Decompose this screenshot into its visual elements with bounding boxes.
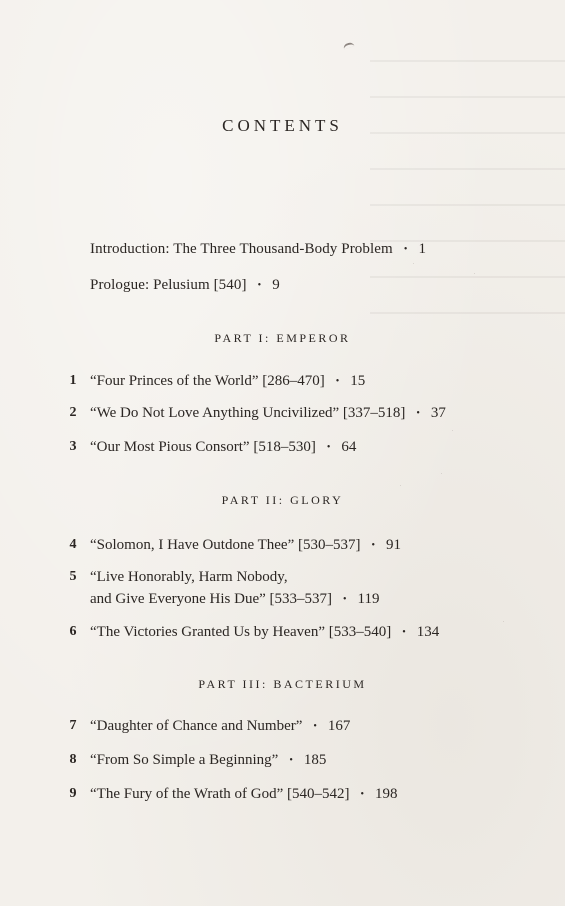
chapter-page: 119 xyxy=(357,591,380,607)
chapter-number: 6 xyxy=(69,624,77,639)
chapter-number: 4 xyxy=(69,537,77,552)
separator-bullet: • xyxy=(360,789,364,800)
paper-speck xyxy=(503,621,504,622)
show-through-text xyxy=(370,60,565,400)
chapter-page: 15 xyxy=(350,373,366,389)
paper-speck xyxy=(400,485,401,486)
chapter-title: “We Do Not Love Anything Uncivilized” [337–518] • 37 xyxy=(90,405,446,421)
contents-title: CONTENTS xyxy=(222,116,343,135)
part-heading: PART II: GLORY xyxy=(221,493,344,507)
separator-bullet: • xyxy=(343,594,347,605)
chapter-number: 9 xyxy=(69,786,77,801)
chapter-title: and Give Everyone His Due” [533–537] • 119 xyxy=(90,591,380,607)
chapter-page: 167 xyxy=(327,718,351,734)
chapter-title: “Solomon, I Have Outdone Thee” [530–537] • 91 xyxy=(90,537,401,553)
chapter-number: 5 xyxy=(69,569,77,584)
separator-bullet: • xyxy=(313,721,317,732)
chapter-title: “The Victories Granted Us by Heaven” [533–540] • 134 xyxy=(90,624,440,640)
separator-bullet: • xyxy=(257,280,262,291)
chapter-number: 8 xyxy=(69,752,77,767)
chapter-title: “Four Princes of the World” [286–470] • 15 xyxy=(90,373,366,389)
paper-mark xyxy=(342,41,354,49)
separator-bullet: • xyxy=(371,540,375,551)
introduction-title: Introduction: The Three Thousand-Body Problem xyxy=(90,241,393,257)
introduction-line xyxy=(90,241,426,258)
chapter-number: 3 xyxy=(69,439,77,454)
paper-speck xyxy=(452,430,453,431)
paper-speck xyxy=(441,473,442,474)
chapter-page: 64 xyxy=(341,439,357,455)
part-heading: PART III: BACTERIUM xyxy=(198,677,367,691)
prologue-title: Prologue: Pelusium [540] xyxy=(90,277,247,293)
prologue-line xyxy=(90,277,280,294)
separator-bullet: • xyxy=(289,755,293,766)
chapter-page: 198 xyxy=(374,786,398,802)
separator-bullet: • xyxy=(335,376,340,387)
prologue-page: 9 xyxy=(272,277,280,293)
chapter-title: “From So Simple a Beginning” • 185 xyxy=(90,752,327,768)
separator-bullet: • xyxy=(416,408,420,419)
separator-bullet: • xyxy=(403,244,408,255)
chapter-title: “The Fury of the Wrath of God” [540–542] • 198 xyxy=(90,786,398,802)
chapter-page: 185 xyxy=(303,752,327,768)
chapter-page: 37 xyxy=(430,405,446,421)
chapter-page: 91 xyxy=(386,537,401,553)
chapter-number: 2 xyxy=(69,405,77,420)
paper-speck xyxy=(413,263,414,264)
chapter-page: 134 xyxy=(416,624,440,640)
chapter-number: 1 xyxy=(69,373,77,388)
separator-bullet: • xyxy=(326,442,331,453)
chapter-title: “Live Honorably, Harm Nobody, xyxy=(90,569,288,585)
chapter-title: “Daughter of Chance and Number” • 167 xyxy=(90,718,351,734)
chapter-number: 7 xyxy=(69,718,77,733)
separator-bullet: • xyxy=(402,627,406,638)
chapter-title: “Our Most Pious Consort” [518–530] • 64 xyxy=(90,439,357,455)
paper-speck xyxy=(474,273,475,274)
introduction-page: 1 xyxy=(418,241,427,257)
part-heading: PART I: EMPEROR xyxy=(214,331,351,345)
